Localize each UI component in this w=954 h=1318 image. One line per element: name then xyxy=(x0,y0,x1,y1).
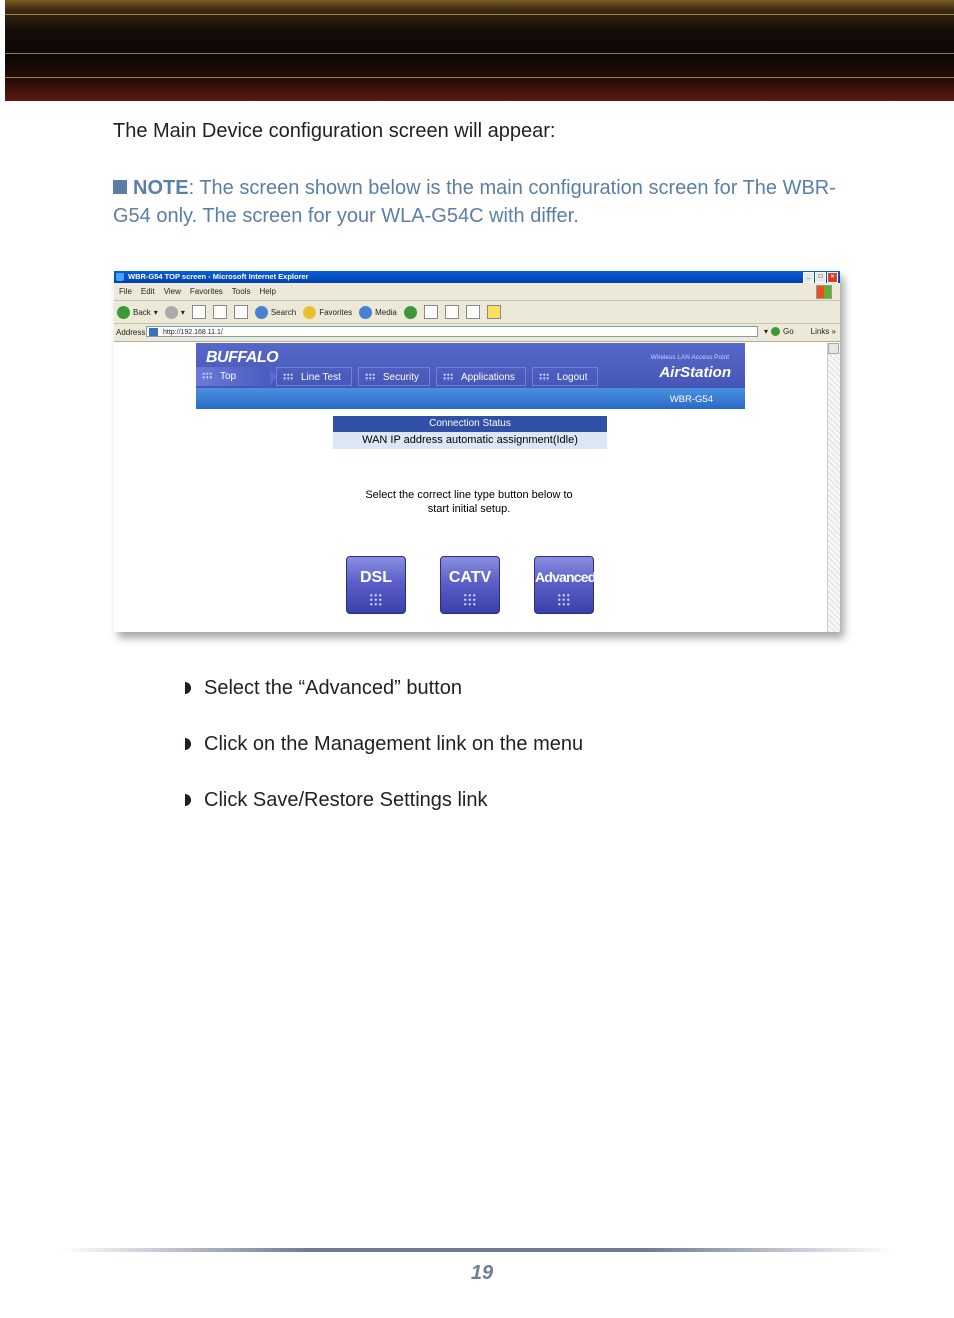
address-input[interactable] xyxy=(146,326,758,337)
note-text: : The screen shown below is the main configuration screen for The WBR-G54 only. The screen for your WLA-G54C with differ. xyxy=(113,177,836,227)
refresh-icon[interactable] xyxy=(213,305,227,319)
catv-button[interactable] xyxy=(440,556,500,614)
star-icon xyxy=(303,306,316,319)
back-button[interactable]: Back ▾ xyxy=(117,306,158,319)
browser-screenshot xyxy=(114,271,840,632)
nav-line-test[interactable]: Line Test xyxy=(276,367,352,386)
step-item: Click on the Management link on the menu xyxy=(185,731,583,787)
print-icon[interactable] xyxy=(445,305,459,319)
stop-icon[interactable] xyxy=(192,305,206,319)
window-title: WBR-G54 TOP screen - Microsoft Internet Explorer xyxy=(128,272,309,281)
favorites-button[interactable]: Favorites xyxy=(303,306,352,319)
grid-icon xyxy=(369,593,383,607)
menu-bar xyxy=(114,283,840,301)
connection-status xyxy=(333,416,607,449)
note-square-icon xyxy=(113,180,127,194)
menu-file[interactable]: File xyxy=(119,287,132,296)
menu-tools[interactable]: Tools xyxy=(231,287,251,296)
address-bar xyxy=(114,324,840,342)
bullet-icon xyxy=(185,794,191,806)
setup-instructions xyxy=(314,488,624,516)
advanced-button[interactable] xyxy=(534,556,594,614)
note-icon[interactable] xyxy=(487,305,501,319)
vertical-scrollbar[interactable] xyxy=(827,343,840,632)
nav-applications[interactable]: Applications xyxy=(436,367,526,386)
forward-button[interactable]: ▾ xyxy=(165,306,185,319)
go-button[interactable]: ▾ Go xyxy=(764,327,794,336)
minimize-icon[interactable]: _ xyxy=(803,272,814,283)
nav-top[interactable]: Top xyxy=(196,367,270,386)
router-nav xyxy=(196,367,604,386)
search-button[interactable]: Search xyxy=(255,306,296,319)
note-paragraph xyxy=(113,174,843,230)
address-url: http://192.168.11.1/ xyxy=(163,329,223,336)
dsl-label: DSL xyxy=(360,569,392,586)
bullet-icon xyxy=(185,682,191,694)
router-page xyxy=(114,343,828,632)
close-icon[interactable]: × xyxy=(827,272,838,283)
media-button[interactable]: Media xyxy=(359,306,397,319)
catv-label: CATV xyxy=(448,569,492,586)
advanced-label: Advanced xyxy=(535,569,596,585)
page-icon xyxy=(149,328,158,336)
scroll-up-icon[interactable] xyxy=(828,343,839,354)
menu-help[interactable]: Help xyxy=(259,287,276,296)
grid-icon xyxy=(202,372,212,380)
history-icon[interactable] xyxy=(404,306,417,319)
grid-icon xyxy=(443,373,453,381)
grid-icon xyxy=(539,373,549,381)
buffalo-logo: BUFFALO xyxy=(206,349,279,366)
grid-icon xyxy=(463,593,477,607)
ie-icon xyxy=(116,273,124,281)
connection-status-value: WAN IP address automatic assignment(Idle) xyxy=(333,432,607,449)
search-icon xyxy=(255,306,268,319)
note-label: NOTE xyxy=(133,177,189,199)
steps-list xyxy=(185,675,583,843)
grid-icon xyxy=(557,593,571,607)
page-number: 19 xyxy=(470,1262,494,1284)
connection-status-title: Connection Status xyxy=(333,416,607,432)
instruction-line-2: start initial setup. xyxy=(427,503,511,515)
airstation-brand: AirStation xyxy=(659,364,731,381)
links-button[interactable]: Links » xyxy=(810,327,836,336)
window-titlebar xyxy=(114,271,840,283)
windows-logo-icon xyxy=(816,285,832,299)
instruction-line-1: Select the correct line type button below to xyxy=(365,489,573,501)
go-arrow-icon xyxy=(771,327,780,336)
window-controls xyxy=(803,272,838,283)
menu-edit[interactable]: Edit xyxy=(140,287,155,296)
model-name: WBR-G54 xyxy=(669,394,713,405)
maximize-icon[interactable]: □ xyxy=(815,272,826,283)
dsl-button[interactable] xyxy=(346,556,406,614)
back-icon xyxy=(117,306,130,319)
address-label: Address xyxy=(116,328,146,337)
footer-divider xyxy=(60,1248,894,1252)
media-icon xyxy=(359,306,372,319)
edit-icon[interactable] xyxy=(466,305,480,319)
toolbar xyxy=(114,301,840,324)
header-band xyxy=(5,0,954,101)
nav-logout[interactable]: Logout xyxy=(532,367,599,386)
home-icon[interactable] xyxy=(234,305,248,319)
menu-favorites[interactable]: Favorites xyxy=(189,287,223,296)
step-item: Click Save/Restore Settings link xyxy=(185,787,583,843)
grid-icon xyxy=(283,373,293,381)
banner-subtitle: Wireless LAN Access Point xyxy=(650,354,729,361)
menu-view[interactable]: View xyxy=(163,287,181,296)
intro-text: The Main Device configuration screen will appear: xyxy=(113,120,556,142)
mail-icon[interactable] xyxy=(424,305,438,319)
nav-security[interactable]: Security xyxy=(358,367,430,386)
grid-icon xyxy=(365,373,375,381)
bullet-icon xyxy=(185,738,191,750)
model-bar xyxy=(196,388,745,409)
forward-icon xyxy=(165,306,178,319)
step-item: Select the “Advanced” button xyxy=(185,675,583,731)
airstation-banner xyxy=(196,343,745,409)
